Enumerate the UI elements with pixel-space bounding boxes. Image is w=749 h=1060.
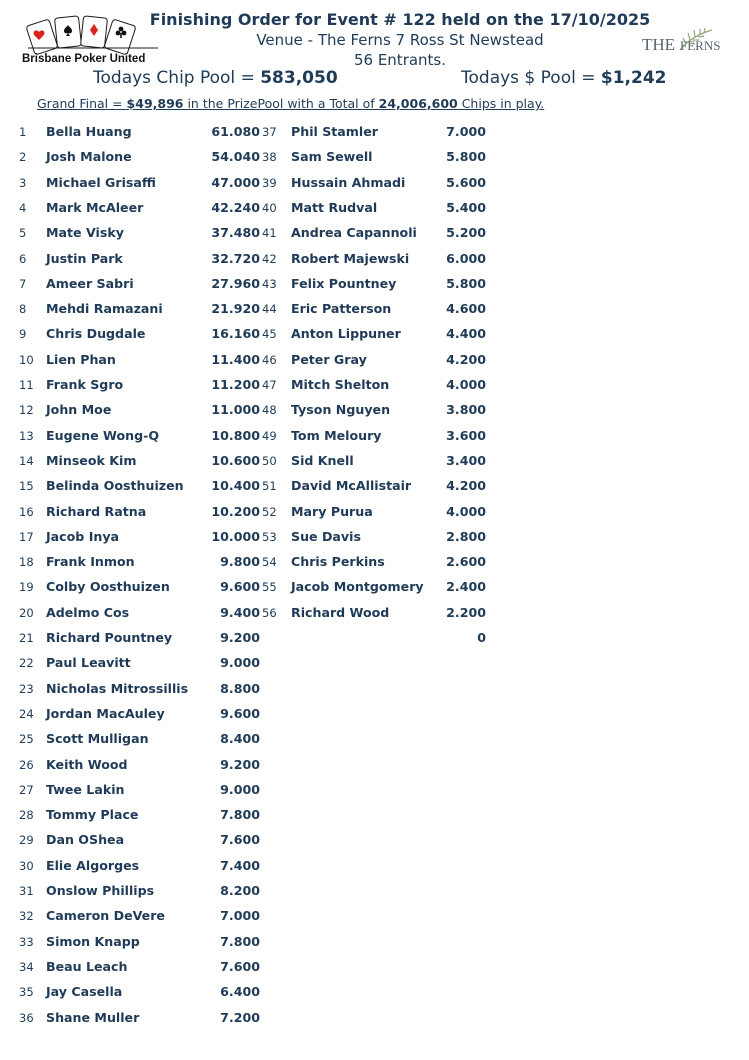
player-position: 31 (19, 884, 34, 898)
grand-chips: 24,006,600 (378, 96, 458, 111)
grand-final-line (37, 96, 544, 111)
player-chips: 42.240 (211, 199, 260, 215)
player-name: Simon Knapp (46, 933, 140, 949)
player-name: Lien Phan (46, 351, 116, 367)
player-name: Colby Oosthuizen (46, 579, 170, 595)
player-chips: 10.600 (211, 452, 260, 468)
player-chips: 7.600 (220, 832, 260, 848)
player-chips: 3.600 (446, 427, 486, 443)
player-chips: 3.800 (446, 402, 486, 418)
player-name: Tommy Place (46, 807, 139, 823)
chip-pool-value: 583,050 (260, 68, 338, 88)
player-position: 22 (19, 656, 34, 671)
player-name: Andrea Capannoli (291, 225, 417, 241)
player-row (262, 452, 522, 470)
player-chips: 4.000 (446, 503, 486, 519)
grand-suffix: Chips in play. (457, 96, 545, 111)
player-position: 38 (262, 150, 277, 165)
player-name: Mate Visky (46, 225, 124, 241)
player-name: Shane Muller (46, 1009, 140, 1025)
player-name: Mitch Shelton (291, 377, 390, 392)
player-row (19, 604, 279, 622)
player-position: 33 (19, 934, 34, 949)
player-position: 52 (262, 504, 277, 519)
player-row (262, 553, 522, 571)
player-chips: 7.800 (220, 933, 260, 949)
player-name: David McAllistair (291, 478, 412, 494)
dollar-pool-value: $1,242 (600, 68, 667, 88)
player-position: 11 (19, 378, 34, 392)
player-row (19, 503, 279, 521)
player-name: Mark McAleer (46, 199, 144, 215)
player-row (19, 275, 279, 293)
player-chips: 7.200 (220, 1009, 260, 1025)
entrants-line: 56 Entrants. (353, 51, 447, 69)
player-name: Jordan MacAuley (46, 705, 165, 721)
player-chips: 7.400 (220, 857, 260, 873)
player-row (19, 528, 279, 546)
player-row (19, 654, 279, 672)
player-row (262, 401, 522, 419)
player-row (19, 477, 279, 495)
player-chips: 2.200 (446, 604, 486, 620)
player-position: 48 (262, 403, 277, 418)
player-position: 9 (19, 327, 27, 342)
player-chips: 16.160 (211, 326, 260, 342)
grand-amount: $49,896 (126, 96, 184, 111)
player-row (262, 275, 522, 293)
player-position: 28 (19, 808, 34, 823)
player-chips: 27.960 (211, 275, 260, 291)
player-name: Anton Lippuner (291, 326, 401, 342)
player-name: Richard Ratna (46, 503, 147, 519)
player-position: 34 (19, 959, 34, 974)
player-row (262, 427, 522, 445)
player-row (19, 882, 279, 900)
player-position: 55 (262, 580, 277, 595)
player-name: Nicholas Mitrossillis (46, 680, 189, 696)
dollar-pool (461, 68, 666, 88)
player-chips: 5.400 (446, 199, 486, 215)
player-chips: 11.000 (211, 402, 260, 418)
ferns-logo-the: THE (642, 35, 676, 54)
player-position: 40 (262, 200, 277, 215)
player-row (19, 578, 279, 596)
player-chips: 4.200 (446, 351, 486, 367)
player-chips: 11.400 (211, 351, 260, 367)
player-row (19, 958, 279, 976)
player-position: 41 (262, 226, 277, 241)
player-row (19, 680, 279, 698)
player-row (19, 730, 279, 748)
player-row (19, 857, 279, 875)
player-position: 56 (262, 605, 277, 620)
player-position: 8 (19, 302, 27, 317)
player-position: 14 (19, 453, 34, 468)
player-name: Mehdi Ramazani (46, 301, 163, 317)
player-name: Chris Perkins (291, 554, 385, 570)
player-name: Mary Purua (291, 503, 373, 519)
player-chips: 9.600 (220, 705, 260, 721)
player-chips: 10.400 (211, 478, 260, 494)
player-position: 37 (262, 125, 277, 139)
player-name: Elie Algorges (46, 857, 140, 873)
player-position: 32 (19, 909, 34, 924)
player-name: Paul Leavitt (46, 655, 131, 671)
player-position: 21 (19, 631, 34, 645)
player-chips: 4.600 (446, 301, 486, 317)
player-chips: 8.400 (220, 731, 260, 747)
grand-mid: in the PrizePool with a Total of (183, 96, 379, 111)
player-chips: 9.200 (220, 630, 260, 645)
player-name: Frank Inmon (46, 554, 135, 570)
player-chips: 2.800 (446, 528, 486, 544)
player-position: 53 (262, 529, 277, 544)
player-chips: 10.800 (211, 427, 260, 443)
player-name: Felix Pountney (291, 275, 397, 291)
player-name: Sue Davis (291, 528, 361, 544)
player-name: Ameer Sabri (46, 275, 134, 291)
player-row (19, 806, 279, 824)
player-row (262, 528, 522, 546)
player-position: 50 (262, 453, 277, 468)
player-position: 46 (262, 352, 277, 367)
player-position: 20 (19, 605, 34, 620)
player-position: 4 (19, 200, 27, 215)
player-name: Eric Patterson (291, 301, 392, 317)
player-name: Richard Wood (291, 604, 390, 620)
dollar-pool-label: Todays $ Pool = (461, 68, 601, 88)
player-chips: 6.000 (446, 250, 486, 266)
player-chips: 5.800 (446, 149, 486, 165)
player-name: Tom Meloury (291, 427, 382, 443)
player-chips: 11.200 (211, 377, 260, 392)
player-row (19, 553, 279, 571)
player-row (262, 325, 522, 343)
player-position: 2 (19, 150, 27, 165)
player-position: 7 (19, 276, 27, 291)
player-chips: 7.000 (446, 124, 486, 139)
player-chips: 4.000 (446, 377, 486, 392)
player-chips: 9.400 (220, 604, 260, 620)
player-position: 24 (19, 706, 34, 721)
player-chips: 4.400 (446, 326, 486, 342)
player-row (19, 781, 279, 799)
player-chips: 5.600 (446, 174, 486, 190)
player-position: 49 (262, 428, 277, 443)
player-name: Peter Gray (291, 351, 367, 367)
player-chips: 32.720 (211, 250, 260, 266)
player-row (19, 1009, 279, 1027)
player-chips: 2.400 (446, 579, 486, 595)
player-position: 15 (19, 479, 34, 494)
player-row (19, 401, 279, 419)
player-row (19, 705, 279, 723)
player-name: Adelmo Cos (46, 604, 130, 620)
player-name: Tyson Nguyen (291, 402, 391, 418)
player-name: John Moe (46, 402, 112, 418)
player-row (19, 756, 279, 774)
player-name: Chris Dugdale (46, 326, 146, 342)
bpu-logo-text: Brisbane Poker United (22, 53, 146, 65)
player-row (19, 376, 279, 394)
player-chips: 9.000 (220, 655, 260, 671)
player-row (262, 578, 522, 596)
player-position: 29 (19, 833, 34, 848)
player-name: Dan OShea (46, 832, 125, 848)
player-chips: 8.200 (220, 883, 260, 898)
player-chips: 7.800 (220, 807, 260, 823)
player-chips: 10.000 (211, 528, 260, 544)
player-position: 54 (262, 555, 277, 570)
player-row (19, 983, 279, 1001)
player-position: 35 (19, 985, 34, 1000)
player-row (262, 477, 522, 495)
player-name: Michael Grisaffi (46, 174, 156, 190)
player-chips: 5.800 (446, 275, 486, 291)
player-row (19, 300, 279, 318)
player-name: Justin Park (46, 250, 123, 266)
player-name: Hussain Ahmadi (291, 174, 406, 190)
player-row (19, 325, 279, 343)
player-row (262, 300, 522, 318)
player-row (19, 831, 279, 849)
player-name: Frank Sgro (46, 377, 124, 392)
player-chips: 9.200 (220, 756, 260, 772)
player-position: 3 (19, 175, 27, 190)
player-position: 1 (19, 125, 27, 139)
player-row (262, 123, 522, 141)
player-name: Matt Rudval (291, 199, 378, 215)
player-name: Keith Wood (46, 756, 128, 772)
player-name: Scott Mulligan (46, 731, 149, 747)
player-position: 13 (19, 428, 34, 443)
chip-pool-label: Todays Chip Pool = (93, 68, 261, 88)
player-chips: 4.200 (446, 478, 486, 494)
player-name: Eugene Wong-Q (46, 427, 160, 443)
player-position: 6 (19, 251, 27, 266)
player-position: 23 (19, 681, 34, 696)
player-name: Richard Pountney (46, 630, 173, 645)
player-position: 27 (19, 782, 34, 797)
player-name: Cameron DeVere (46, 908, 165, 924)
player-row (19, 907, 279, 925)
player-row (262, 250, 522, 268)
player-name: Josh Malone (46, 149, 132, 165)
player-chips: 9.600 (220, 579, 260, 595)
player-row (19, 427, 279, 445)
player-chips: 61.080 (211, 124, 260, 139)
player-row (19, 452, 279, 470)
player-chips: 21.920 (211, 301, 260, 317)
player-chips: 9.000 (220, 781, 260, 797)
player-row (19, 933, 279, 951)
player-name: Bella Huang (46, 124, 132, 139)
player-row (262, 604, 522, 622)
player-position: 16 (19, 504, 34, 519)
player-name: Sam Sewell (291, 149, 373, 165)
player-position: 30 (19, 858, 34, 873)
player-chips: 3.400 (446, 452, 486, 468)
player-position: 45 (262, 327, 277, 342)
player-row (262, 174, 522, 192)
player-name: Sid Knell (291, 452, 354, 468)
player-row (262, 224, 522, 242)
player-row (19, 174, 279, 192)
player-position: 51 (262, 479, 277, 494)
player-chips: 9.800 (220, 554, 260, 570)
chip-pool (93, 68, 338, 88)
player-row (262, 376, 522, 394)
player-chips: 37.480 (211, 225, 260, 241)
player-chips: 2.600 (446, 554, 486, 570)
player-name: Jacob Inya (46, 528, 120, 544)
player-name: Robert Majewski (291, 250, 410, 266)
player-position: 42 (262, 251, 277, 266)
player-position: 5 (19, 226, 27, 241)
player-chips: 7.000 (220, 908, 260, 924)
player-position: 43 (262, 276, 277, 291)
player-name: Minseok Kim (46, 452, 137, 468)
player-row (262, 199, 522, 217)
venue-line: Venue - The Ferns 7 Ross St Newstead (256, 31, 544, 49)
player-chips: 6.400 (220, 984, 260, 1000)
player-position: 12 (19, 403, 34, 418)
player-row (19, 629, 279, 647)
player-position: 10 (19, 352, 34, 367)
player-name: Jacob Montgomery (291, 579, 424, 595)
player-position: 25 (19, 732, 34, 747)
player-name: Jay Casella (46, 984, 123, 1000)
player-name: Twee Lakin (46, 781, 125, 797)
player-name: Belinda Oosthuizen (46, 478, 184, 494)
player-position: 44 (262, 302, 277, 317)
player-position: 18 (19, 555, 34, 570)
player-row (19, 123, 279, 141)
player-row (262, 148, 522, 166)
player-position: 26 (19, 757, 34, 772)
player-position: 17 (19, 529, 34, 544)
ferns-logo-ferns: FERNS (680, 38, 721, 53)
player-chips: 47.000 (211, 174, 260, 190)
player-position: 47 (262, 378, 277, 392)
player-row (262, 351, 522, 369)
player-chips: 5.200 (446, 225, 486, 241)
player-position: 39 (262, 175, 277, 190)
player-chips: 54.040 (211, 149, 260, 165)
player-chips: 8.800 (220, 680, 260, 696)
player-name: Phil Stamler (291, 124, 378, 139)
player-chips: 7.600 (220, 958, 260, 974)
player-chips: 0 (477, 630, 486, 645)
player-row (19, 224, 279, 242)
player-chips: 10.200 (211, 503, 260, 519)
player-row (19, 199, 279, 217)
player-row (19, 250, 279, 268)
player-name: Beau Leach (46, 958, 128, 974)
player-position: 36 (19, 1010, 34, 1025)
player-row (19, 148, 279, 166)
page-title: Finishing Order for Event # 122 held on the 17/10/2025 (149, 10, 651, 29)
player-row (19, 351, 279, 369)
player-name: Onslow Phillips (46, 883, 155, 898)
player-row (262, 629, 522, 647)
grand-prefix: Grand Final = (37, 96, 127, 111)
player-position: 19 (19, 580, 34, 595)
player-row (262, 503, 522, 521)
